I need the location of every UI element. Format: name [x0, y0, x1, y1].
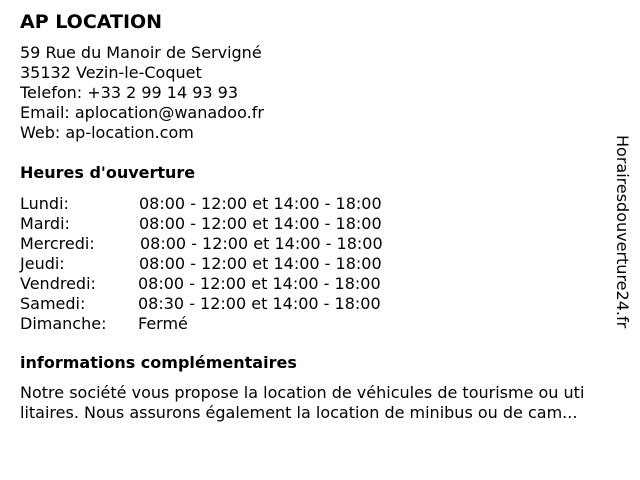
phone-text: Telefon: +33 2 99 14 93 93 [20, 83, 239, 102]
day-hours: Fermé [138, 314, 188, 333]
day-hours: 08:00 - 12:00 et 14:00 - 18:00 [138, 274, 381, 293]
hours-row-friday [20, 274, 383, 294]
hours-heading: Heures d'ouverture [20, 163, 196, 182]
day-label: Mardi: [20, 214, 70, 233]
day-label: Dimanche: [20, 314, 107, 333]
day-label: Mercredi: [20, 234, 95, 253]
hours-row-sunday [20, 314, 383, 334]
hours-row-saturday [20, 294, 383, 314]
address-street: 59 Rue du Manoir de Servigné [20, 43, 262, 62]
info-heading: informations complémentaires [20, 353, 297, 372]
day-label: Vendredi: [20, 274, 96, 293]
watermark-text: Horairesdouverture24.fr [613, 135, 632, 329]
email-text: Email: aplocation@wanadoo.fr [20, 103, 264, 122]
address-city: 35132 Vezin-le-Coquet [20, 63, 202, 82]
day-label: Samedi: [20, 294, 86, 313]
day-hours: 08:00 - 12:00 et 14:00 - 18:00 [139, 254, 382, 273]
business-name: AP LOCATION [20, 11, 163, 33]
hours-table [20, 194, 383, 334]
web-text: Web: ap-location.com [20, 123, 194, 142]
hours-row-monday [20, 194, 383, 214]
description-line-1: Notre société vous propose la location de véhicules de tourisme ou uti [20, 383, 585, 402]
hours-row-wednesday [20, 234, 383, 254]
day-label: Jeudi: [20, 254, 65, 273]
description-text [20, 383, 632, 423]
day-hours: 08:00 - 12:00 et 14:00 - 18:00 [139, 214, 382, 233]
watermark [610, 135, 634, 345]
hours-row-thursday [20, 254, 383, 274]
hours-row-tuesday [20, 214, 383, 234]
contact-block [20, 43, 264, 143]
day-hours: 08:00 - 12:00 et 14:00 - 18:00 [140, 234, 383, 253]
description-line-2: litaires. Nous assurons également la location de minibus ou de cam... [20, 403, 578, 422]
day-hours: 08:30 - 12:00 et 14:00 - 18:00 [138, 294, 381, 313]
day-hours: 08:00 - 12:00 et 14:00 - 18:00 [139, 194, 382, 213]
day-label: Lundi: [20, 194, 69, 213]
